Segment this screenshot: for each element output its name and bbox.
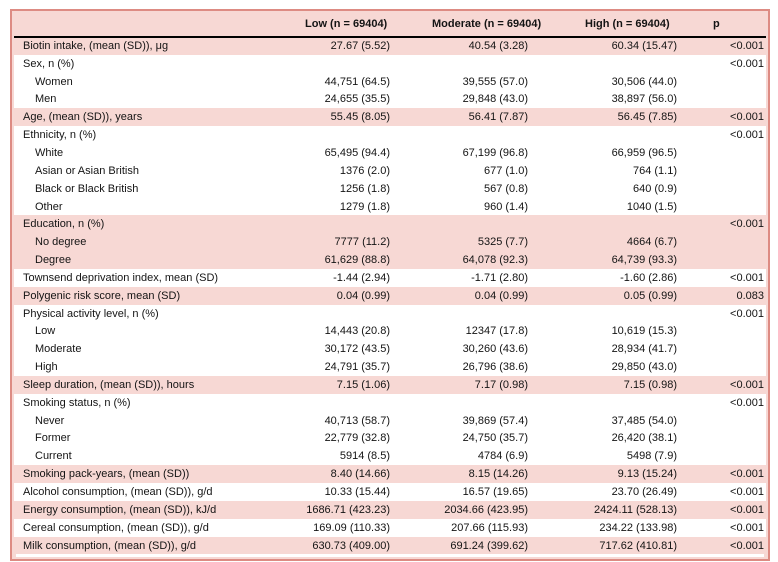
table-row [14,447,766,465]
cell-low: 0.04 (0.99) [336,289,390,302]
cell-high [532,55,680,73]
table-row [14,537,766,555]
row-label: Low [35,325,56,338]
row-label: Ethnicity, n (%) [23,129,97,142]
cell-moderate: 16.57 (19.65) [462,486,528,499]
cell-p [680,144,766,162]
cell-high [532,126,680,144]
cell-p: <0.001 [730,396,764,409]
cell-high: 234.22 (133.98) [599,521,677,534]
header-moderate: Moderate (n = 69404) [394,11,532,37]
table-row [14,501,766,519]
cell-moderate: 2034.66 (423.95) [444,503,528,516]
cell-moderate: 30,260 (43.6) [462,343,528,356]
cell-moderate [394,55,532,73]
table-row [14,465,766,483]
row-label: Energy consumption, (mean (SD)), kJ/d [23,503,217,516]
row-label: Physical activity level, n (%) [23,307,159,320]
table-row [14,323,766,341]
table-row [14,126,766,144]
cell-moderate: 24,750 (35.7) [462,432,528,445]
cell-p: <0.001 [730,468,764,481]
table-header [14,11,766,37]
table-row [14,215,766,233]
cell-low: 630.73 (409.00) [312,539,390,552]
cell-moderate: 56.41 (7.87) [468,111,528,124]
table-row [14,37,766,55]
cell-low: 61,629 (88.8) [324,254,390,267]
cell-moderate: 5325 (7.7) [477,236,528,249]
cell-p: <0.001 [730,129,764,142]
cell-high: 30,506 (44.0) [611,75,677,88]
cell-p [680,162,766,180]
cell-high: 4664 (6.7) [626,236,677,249]
cell-moderate: 64,078 (92.3) [462,254,528,267]
table-row [14,412,766,430]
table-row [14,180,766,198]
cell-moderate: 39,869 (57.4) [462,414,528,427]
cell-low: 1376 (2.0) [339,164,390,177]
cell-moderate: 0.04 (0.99) [474,289,528,302]
cell-p [680,180,766,198]
table-row [14,144,766,162]
table-row [14,162,766,180]
cell-moderate: 67,199 (96.8) [462,146,528,159]
cell-high: 60.34 (15.47) [611,40,677,53]
cell-high: 66,959 (96.5) [611,146,677,159]
cell-p [680,251,766,269]
cell-p: <0.001 [730,218,764,231]
cell-moderate: 12347 (17.8) [465,325,528,338]
header-low: Low (n = 69404) [294,11,394,37]
row-label: Asian or Asian British [35,164,139,177]
cell-p: <0.001 [730,378,764,391]
cell-moderate: 29,848 (43.0) [462,93,528,106]
cell-high: 717.62 (410.81) [599,539,677,552]
cell-p [680,412,766,430]
table-row [14,305,766,323]
header-empty [14,11,294,37]
cell-low: 65,495 (94.4) [324,146,390,159]
cell-low: 10.33 (15.44) [324,486,390,499]
row-label: Milk consumption, (mean (SD)), g/d [23,539,196,552]
table-row [14,251,766,269]
row-label: High [35,361,58,374]
cell-moderate: 691.24 (399.62) [450,539,528,552]
table-row [14,340,766,358]
header-p: p [680,11,766,37]
cell-p [680,233,766,251]
cell-low: 27.67 (5.52) [330,40,390,53]
cell-low: 22,779 (32.8) [324,432,390,445]
cell-p: <0.001 [730,539,764,552]
cell-p: <0.001 [730,57,764,70]
cell-moderate: 677 (1.0) [483,164,528,177]
table-row [14,91,766,109]
cell-low: 7777 (11.2) [334,236,390,249]
cell-high: 2424.11 (528.13) [594,503,677,516]
baseline-characteristics-table [14,11,766,554]
cell-low: 55.45 (8.05) [330,111,390,124]
cell-moderate: 7.17 (0.98) [474,378,528,391]
cell-low: 14,443 (20.8) [324,325,390,338]
cell-p [680,323,766,341]
row-label: Other [35,200,63,213]
cell-low: 7.15 (1.06) [336,378,390,391]
table-row [14,233,766,251]
cell-moderate: 960 (1.4) [483,200,528,213]
cell-high: 26,420 (38.1) [611,432,677,445]
cell-low: 1256 (1.8) [339,182,390,195]
cell-moderate [394,305,532,323]
cell-low: 1279 (1.8) [339,200,390,213]
row-label: No degree [35,236,87,249]
cell-high: 23.70 (26.49) [611,486,677,499]
cell-p: <0.001 [730,486,764,499]
row-label: Age, (mean (SD)), years [23,111,143,124]
cell-high [532,305,680,323]
cell-moderate: 4784 (6.9) [477,450,528,463]
cell-low [294,305,394,323]
table-row [14,394,766,412]
cell-high: 640 (0.9) [632,182,677,195]
cell-high: 56.45 (7.85) [617,111,677,124]
table-frame [10,9,770,561]
table-row [14,269,766,287]
cell-moderate [394,394,532,412]
row-label: Smoking pack-years, (mean (SD)) [23,468,190,481]
cell-moderate: 40.54 (3.28) [468,40,528,53]
row-label: Women [35,75,73,88]
cell-low: 30,172 (43.5) [324,343,390,356]
cell-moderate [394,215,532,233]
row-label: Degree [35,254,72,267]
row-label: Cereal consumption, (mean (SD)), g/d [23,521,209,534]
cell-p: <0.001 [730,503,764,516]
cell-low: 1686.71 (423.23) [306,503,390,516]
row-label: Sleep duration, (mean (SD)), hours [23,378,195,391]
cell-p [680,340,766,358]
cell-p [680,73,766,91]
row-label: Smoking status, n (%) [23,396,131,409]
cell-low: -1.44 (2.94) [333,271,390,284]
cell-p [680,447,766,465]
cell-high: 9.13 (15.24) [617,468,677,481]
cell-low [294,55,394,73]
cell-low [294,126,394,144]
table-row [14,287,766,305]
table-row [14,55,766,73]
row-label: White [35,146,64,159]
row-label: Polygenic risk score, mean (SD) [23,289,181,302]
cell-moderate [394,126,532,144]
cell-low: 24,791 (35.7) [324,361,390,374]
cell-high: 37,485 (54.0) [611,414,677,427]
table-row [14,108,766,126]
cell-moderate: 26,796 (38.6) [462,361,528,374]
row-label: Alcohol consumption, (mean (SD)), g/d [23,486,213,499]
row-label: Never [35,414,65,427]
cell-high: 38,897 (56.0) [611,93,677,106]
cell-high: 28,934 (41.7) [611,343,677,356]
cell-p: 0.083 [736,289,764,302]
cell-high: 64,739 (93.3) [611,254,677,267]
table-row [14,519,766,537]
cell-low: 5914 (8.5) [339,450,390,463]
cell-moderate: -1.71 (2.80) [471,271,528,284]
cell-high: 0.05 (0.99) [623,289,677,302]
table-row [14,73,766,91]
cell-moderate: 39,555 (57.0) [462,75,528,88]
header-row [14,11,766,37]
header-high: High (n = 69404) [532,11,680,37]
cell-high: 764 (1.1) [632,164,677,177]
row-label: Black or Black British [35,182,139,195]
row-label: Biotin intake, (mean (SD)), μg [23,40,169,53]
cell-p [680,91,766,109]
table-row [14,198,766,216]
row-label: Moderate [35,343,82,356]
cell-high: 29,850 (43.0) [611,361,677,374]
cell-low [294,215,394,233]
cell-low: 24,655 (35.5) [324,93,390,106]
cell-high: -1.60 (2.86) [620,271,677,284]
row-label: Townsend deprivation index, mean (SD) [23,271,219,284]
cell-moderate: 8.15 (14.26) [468,468,528,481]
cell-low: 40,713 (58.7) [324,414,390,427]
table-row [14,430,766,448]
cell-low [294,394,394,412]
cell-low: 169.09 (110.33) [313,521,390,534]
cell-high: 1040 (1.5) [626,200,677,213]
row-label: Education, n (%) [23,218,105,231]
cell-p [680,358,766,376]
cell-p [680,430,766,448]
row-label: Sex, n (%) [23,57,75,70]
cell-p: <0.001 [730,111,764,124]
table-body [14,37,766,554]
cell-p: <0.001 [730,307,764,320]
table-content-area [14,11,766,557]
cell-low: 44,751 (64.5) [324,75,390,88]
cell-p [680,198,766,216]
cell-high: 10,619 (15.3) [611,325,677,338]
row-label: Former [35,432,71,445]
cell-moderate: 207.66 (115.93) [451,521,528,534]
row-label: Current [35,450,72,463]
bottom-strip [16,554,764,557]
table-row [14,358,766,376]
cell-high [532,215,680,233]
cell-p: <0.001 [730,521,764,534]
cell-high: 5498 (7.9) [626,450,677,463]
cell-p: <0.001 [730,40,764,53]
cell-high [532,394,680,412]
table-row [14,483,766,501]
cell-moderate: 567 (0.8) [483,182,528,195]
row-label: Men [35,93,57,106]
cell-high: 7.15 (0.98) [623,378,677,391]
cell-low: 8.40 (14.66) [330,468,390,481]
cell-p: <0.001 [730,271,764,284]
table-row [14,376,766,394]
